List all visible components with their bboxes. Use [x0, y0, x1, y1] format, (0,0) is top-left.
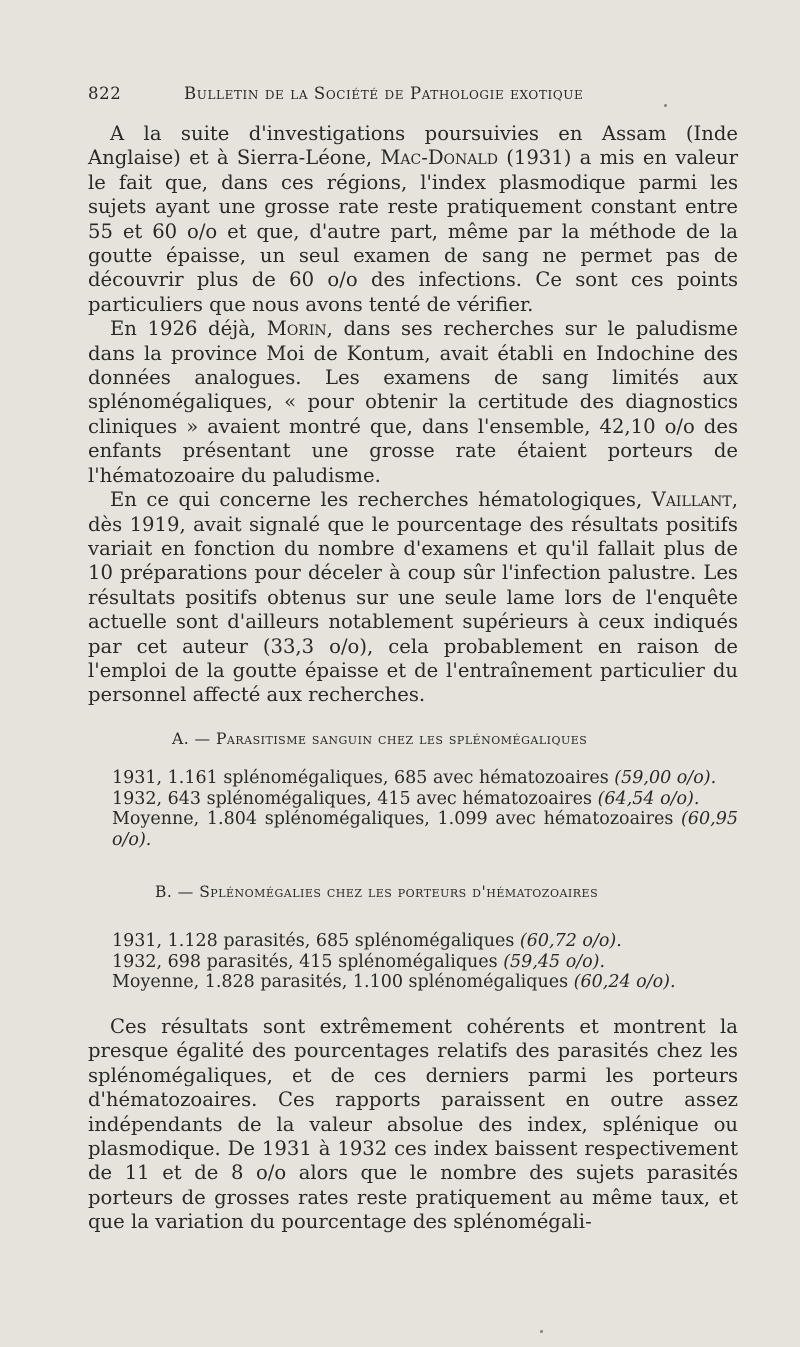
author-name: Vaillant — [651, 488, 732, 512]
paragraph-3: En ce qui concerne les recherches hématologiques, Vaillant, dès 1919, avait signalé que le pourcentage des résultats positifs variait en fonction du nombre d'examens et qu'il fallait plus de 10 préparations pour déceler à coup sûr l'infection palustre. Les résultats positifs obtenus sur une seule lame lors de l'enquête actuelle sont d'ailleurs notablement supérieurs à ceux indiqués par cet auteur (33,3 o/o), cela probablement en raison de l'emploi de la goutte épaisse et de l'entraînement particulier du personnel affecté aux recherches. — [88, 488, 738, 707]
author-name: Morin — [266, 317, 327, 341]
page-number: 822 — [88, 84, 122, 103]
data-line: 1931, 1.128 parasités, 685 splénomégaliques (60,72 o/o). — [112, 931, 622, 951]
data-line: Moyenne, 1.804 splénomégaliques, 1.099 avec hématozoaires (60,95 o/o). — [112, 809, 738, 850]
journal-title: Bulletin de la Société de Pathologie exotique — [184, 84, 584, 103]
section-a-title: Parasitisme sanguin chez les splénomégaliques — [216, 730, 588, 748]
section-b-title: Splénomégalies chez les porteurs d'hématozoaires — [199, 883, 599, 901]
section-b-data — [88, 931, 738, 993]
paragraph-1: A la suite d'investigations poursuivies en Assam (Inde Anglaise) et à Sierra-Léone, Mac-Donald (1931) a mis en valeur le fait que, dans ces régions, l'index plasmodique parmi les sujets ayant une grosse rate reste pratiquement constant entre 55 et 60 o/o et que, d'autre part, même par la méthode de la goutte épaisse, un seul examen de sang ne permet pas de découvrir plus de 60 o/o des infections. Ce sont ces points particuliers que nous avons tenté de vérifier. — [88, 122, 738, 316]
data-line: 1932, 698 parasités, 415 splénomégaliques (59,45 o/o). — [112, 951, 606, 972]
paragraph-4: Ces résultats sont extrêmement cohérents et montrent la presque égalité des pourcentages relatifs des parasités chez les splénomégaliques, et de ces derniers parmi les porteurs d'hématozoaires. Ces rapports paraissent en outre assez indépendants de la valeur absolue des index, splénique ou plasmodique. De 1931 à 1932 ces index baissent respectivement de 11 et de 8 o/o alors que le nombre des sujets parasités porteurs de grosses rates reste pratiquement au même taux, et que la variation du pourcentage des splénomégali- — [88, 1015, 738, 1234]
section-a-heading: A. — Parasitisme sanguin chez les splénomégaliques — [172, 730, 588, 748]
data-line: 1932, 643 splénomégaliques, 415 avec hématozoaires (64,54 o/o). — [112, 788, 700, 809]
closing-text — [88, 1015, 738, 1235]
paper-speck — [540, 1330, 543, 1333]
data-line: 1931, 1.161 splénomégaliques, 685 avec hématozoaires (59,00 o/o). — [112, 768, 717, 788]
section-b-heading: B. — Splénomégalies chez les porteurs d'hématozoaires — [155, 883, 599, 901]
section-a-data — [88, 768, 738, 850]
paper-speck — [664, 104, 667, 107]
intro-text — [88, 122, 738, 708]
data-line: Moyenne, 1.828 parasités, 1.100 splénomégaliques (60,24 o/o). — [112, 972, 676, 992]
author-name: Mac-Donald — [380, 146, 498, 170]
running-head — [88, 84, 728, 103]
paragraph-2: En 1926 déjà, Morin, dans ses recherches sur le paludisme dans la province Moi de Kontum, avait établi en Indochine des données analogues. Les examens de sang limités aux splénomégaliques, « pour obtenir la certitude des diagnostics cliniques » avaient montré que, dans l'ensemble, 42,10 o/o des enfants présentant une grosse rate étaient porteurs de l'hématozoaire du paludisme. — [88, 317, 738, 487]
